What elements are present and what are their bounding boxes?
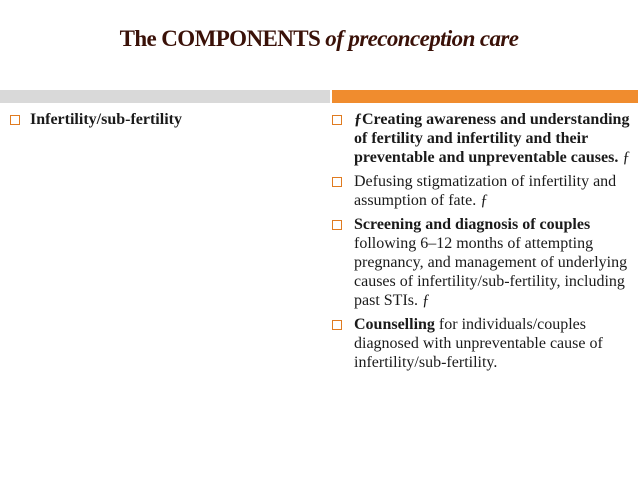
square-bullet-icon	[332, 320, 342, 330]
divider-orange	[332, 90, 638, 103]
list-item	[330, 215, 635, 310]
list-item	[330, 315, 635, 372]
square-bullet-icon	[332, 220, 342, 230]
right-column	[330, 110, 635, 377]
square-bullet-icon	[332, 177, 342, 187]
item-lead: Screening and diagnosis of couples	[354, 216, 591, 233]
list-item	[330, 172, 635, 210]
item-rest: for individuals/couples diagnosed with unpreventable cause of infertility/sub-fertility.	[354, 316, 603, 371]
square-bullet-icon	[10, 115, 20, 125]
item-rest: ƒ	[618, 149, 631, 166]
title-sub: of preconception care	[320, 26, 519, 51]
list-item	[8, 110, 182, 129]
square-bullet-icon	[332, 115, 342, 125]
title-main: The COMPONENTS	[119, 26, 321, 51]
item-rest: Defusing stigmatization of infertility and assumption of fate. ƒ	[354, 173, 617, 209]
left-item-text: Infertility/sub-fertility	[30, 111, 182, 128]
item-lead: ƒCreating awareness and understanding of fertility and infertility and their preventable and unpreventable causes.	[354, 111, 630, 166]
item-lead: Counselling	[354, 316, 435, 333]
slide-title	[0, 26, 638, 52]
divider-gray	[0, 90, 330, 103]
list-item	[330, 110, 635, 167]
item-rest: following 6–12 months of attempting pregnancy, and management of underlying causes of infertility/sub-fertility, including past STIs. ƒ	[354, 235, 628, 309]
left-column	[8, 110, 182, 134]
